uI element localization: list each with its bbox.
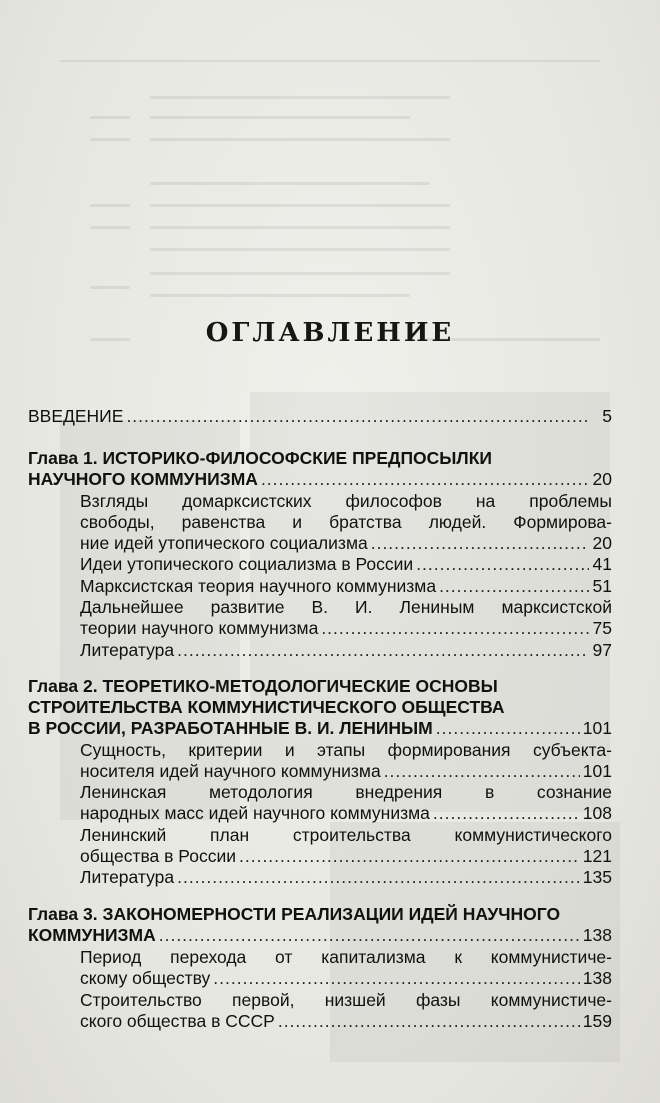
leader-dots (159, 925, 580, 946)
toc-entry-literature-1[interactable] (80, 640, 612, 661)
chapter-1-heading[interactable]: Глава 1. ИСТОРИКО-ФИЛОСОФСКИЕ ПРЕДПОСЫЛКИ (28, 448, 492, 468)
entry-label: народных масс идей научного коммунизма (80, 803, 430, 823)
leader-dots (126, 406, 589, 427)
leader-dots (213, 968, 580, 989)
entry-label: носителя идей научного коммунизма (80, 761, 381, 781)
entry-label: ского общества в СССР (80, 1011, 275, 1031)
leader-dots (278, 1011, 580, 1032)
leader-dots (321, 618, 589, 639)
leader-dots (239, 846, 580, 867)
chapter-2-heading-line[interactable]: СТРОИТЕЛЬСТВА КОММУНИСТИЧЕСКОГО ОБЩЕСТВА (28, 697, 505, 717)
toc-entry-first-phase[interactable] (80, 1011, 612, 1032)
page-number: 5 (602, 406, 612, 426)
leader-dots (384, 761, 580, 782)
entry-line[interactable]: Ленинская методология внедрения в сознание (80, 782, 612, 802)
leader-dots (261, 469, 589, 490)
leader-dots (433, 803, 580, 824)
entry-label: КОММУНИЗМА (28, 925, 156, 945)
entry-label: Литература (80, 867, 175, 887)
page-number: 20 (592, 533, 612, 553)
page-number: 101 (582, 761, 612, 781)
entry-label: Идеи утопического социализма в России (80, 554, 414, 574)
toc-entry-marxist-theory[interactable] (80, 576, 612, 597)
leader-dots (439, 576, 589, 597)
entry-line[interactable]: Ленинский план строительства коммунистического (80, 825, 612, 845)
entry-label: Марксистская теория научного коммунизма (80, 576, 437, 596)
page-number: 135 (582, 867, 612, 887)
page-number: 75 (592, 618, 612, 638)
page-number: 121 (582, 846, 612, 866)
page-number: 138 (582, 925, 612, 945)
page-number: 101 (582, 718, 612, 738)
leader-dots (436, 718, 580, 739)
page-number: 159 (582, 1011, 612, 1031)
page-number: 97 (592, 640, 612, 660)
page-number: 51 (592, 576, 612, 596)
entry-label: скому обществу (80, 968, 211, 988)
page-number: 108 (582, 803, 612, 823)
chapter-3-heading[interactable]: Глава 3. ЗАКОНОМЕРНОСТИ РЕАЛИЗАЦИИ ИДЕЙ НАУЧНОГО (28, 904, 561, 924)
toc-entry-subject-essence[interactable] (80, 761, 612, 782)
entry-line[interactable]: свободы, равенства и братства людей. Формирова- (80, 512, 612, 532)
toc-entry-lenin-plan[interactable] (80, 846, 612, 867)
entry-label: общества в России (80, 846, 236, 866)
chapter-2-heading[interactable]: Глава 2. ТЕОРЕТИКО-МЕТОДОЛОГИЧЕСКИЕ ОСНОВЫ (28, 676, 498, 696)
page-title: ОГЛАВЛЕНИЕ (205, 318, 455, 348)
toc-entry-chapter-2[interactable] (28, 718, 612, 739)
toc-entry-utopian-ideas[interactable] (80, 533, 612, 554)
leader-dots (371, 533, 589, 554)
toc-entry-lenin-development[interactable] (80, 618, 612, 639)
leader-dots (177, 867, 580, 888)
page-number: 138 (582, 968, 612, 988)
entry-label: ВВЕДЕНИЕ (28, 406, 124, 426)
entry-label: Литература (80, 640, 175, 660)
toc-entry-lenin-methodology[interactable] (80, 803, 612, 824)
entry-line[interactable]: Дальнейшее развитие В. И. Лениным марксистской (80, 597, 612, 617)
entry-line[interactable]: Период перехода от капитализма к коммунистиче- (80, 947, 612, 967)
entry-line[interactable]: Взгляды домарксистских философов на проблемы (80, 491, 612, 511)
toc-entry-literature-2[interactable] (80, 867, 612, 888)
entry-label: В РОССИИ, РАЗРАБОТАННЫЕ В. И. ЛЕНИНЫМ (28, 718, 433, 738)
toc-entry-chapter-1[interactable] (28, 469, 612, 490)
entry-label: теории научного коммунизма (80, 618, 319, 638)
leader-dots (416, 554, 589, 575)
toc-entry-intro[interactable] (28, 406, 612, 427)
entry-label: НАУЧНОГО КОММУНИЗМА (28, 469, 258, 489)
entry-line[interactable]: Строительство первой, низшей фазы коммунистиче- (80, 990, 612, 1010)
entry-line[interactable]: Сущность, критерии и этапы формирования субъекта- (80, 740, 612, 760)
leader-dots (177, 640, 589, 661)
entry-label: ние идей утопического социализма (80, 533, 368, 553)
page-number: 20 (592, 469, 612, 489)
toc-entry-utopian-russia[interactable] (80, 554, 612, 575)
page-number: 41 (592, 554, 612, 574)
toc-entry-chapter-3[interactable] (28, 925, 612, 946)
toc-entry-transition-period[interactable] (80, 968, 612, 989)
